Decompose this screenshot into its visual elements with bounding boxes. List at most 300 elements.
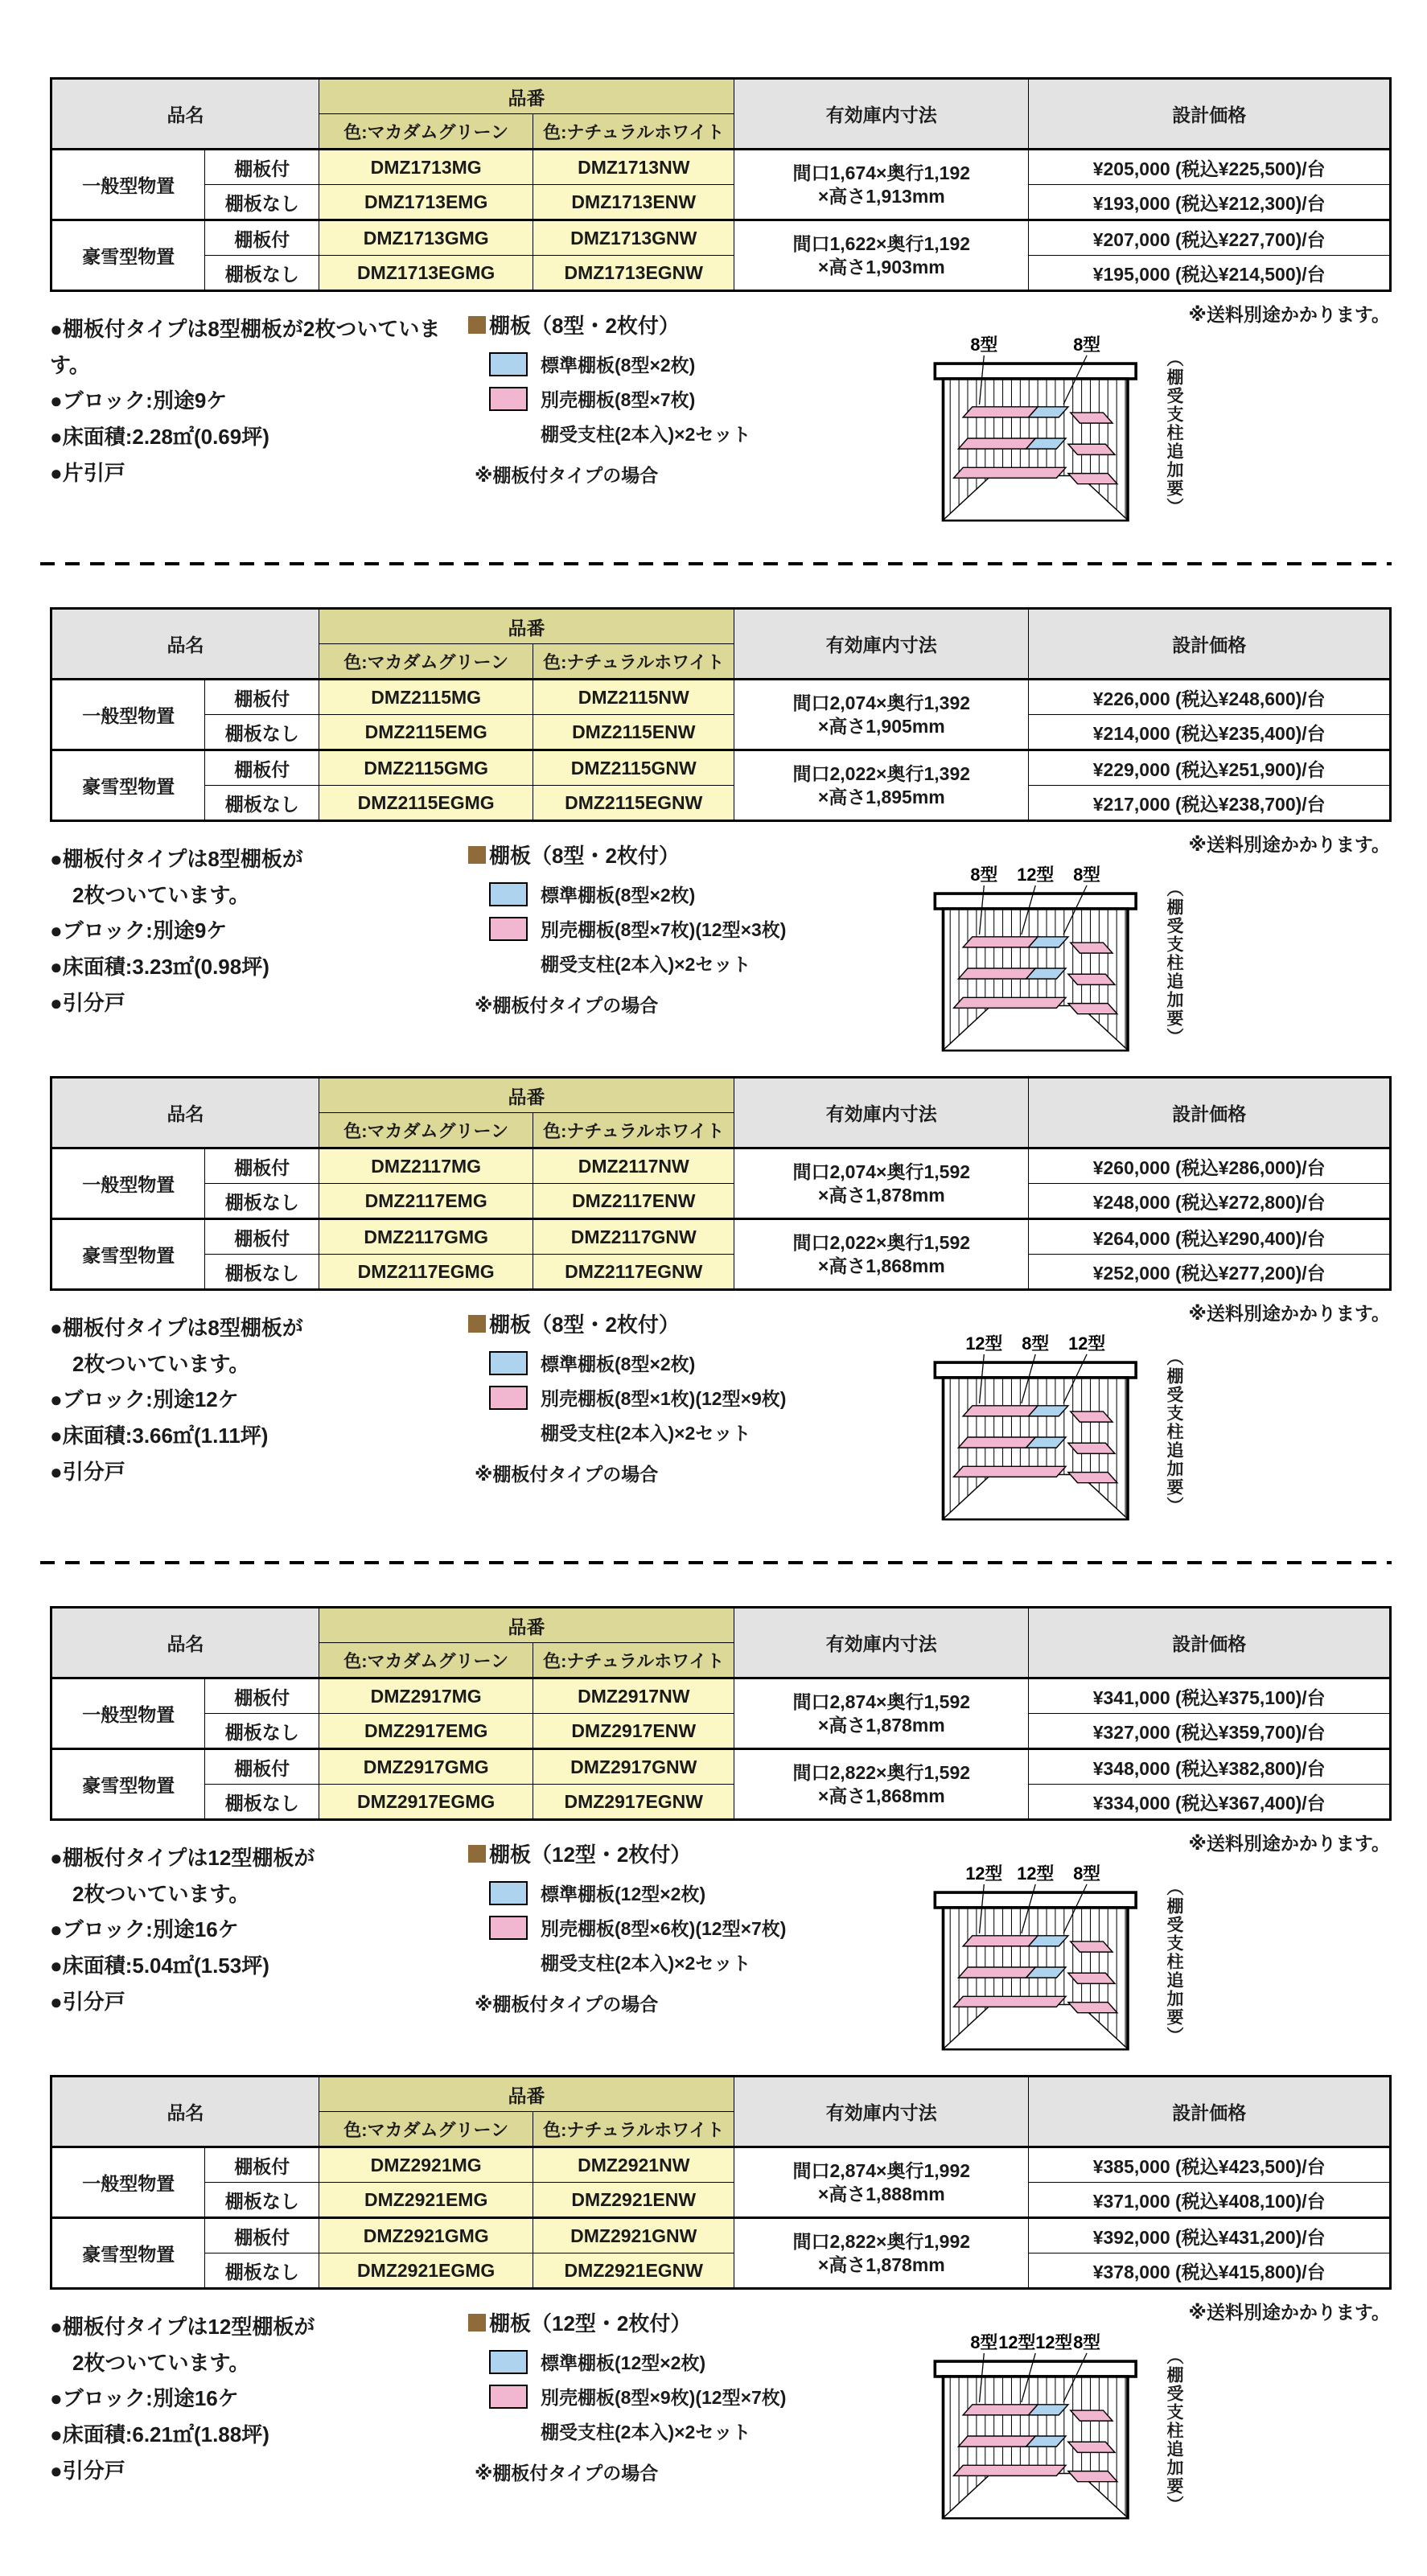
dimensions-cell bbox=[734, 1148, 1029, 1219]
legend-title-text: 棚板（8型・2枚付） bbox=[489, 844, 680, 868]
shelf-type-cell: 棚板付 bbox=[205, 1749, 319, 1785]
legend-support-label: 棚受支柱(2本入)×2セット bbox=[541, 424, 751, 445]
col-header-color-natural-white: 色:ナチュラルホワイト bbox=[533, 1643, 734, 1678]
dimensions-cell bbox=[734, 1749, 1029, 1820]
shelf-legend bbox=[468, 833, 919, 1017]
table-row bbox=[51, 220, 1391, 256]
product-name-cell: 豪雪型物置 bbox=[51, 220, 205, 291]
standard-shelf-swatch-icon bbox=[489, 352, 528, 376]
dimensions-cell bbox=[734, 220, 1029, 291]
product-code-cell: DMZ2115EMG bbox=[319, 715, 533, 750]
legend-standard-shelf bbox=[489, 2348, 919, 2375]
product-code-cell: DMZ2921GNW bbox=[533, 2218, 734, 2253]
legend-standard-label: 標準棚板(12型×2枚) bbox=[541, 1884, 706, 1904]
section-details bbox=[50, 1291, 1392, 1532]
col-header-product-code: 品番 bbox=[319, 2077, 734, 2112]
shelf-type-cell: 棚板付 bbox=[205, 1678, 319, 1714]
shelf-type-cell: 棚板付 bbox=[205, 750, 319, 786]
product-code-cell: DMZ2921MG bbox=[319, 2147, 533, 2183]
shelf-type-cell: 棚板なし bbox=[205, 1255, 319, 1290]
product-code-cell: DMZ2115ENW bbox=[533, 715, 734, 750]
legend-optional-shelf bbox=[489, 1914, 919, 1941]
price-cell: ¥264,000 (税込¥290,400)/台 bbox=[1029, 1219, 1391, 1255]
legend-title-text: 棚板（8型・2枚付） bbox=[489, 1313, 680, 1337]
product-code-cell: DMZ2115EGNW bbox=[533, 786, 734, 821]
product-name-cell: 一般型物置 bbox=[51, 2147, 205, 2218]
col-header-product-code: 品番 bbox=[319, 609, 734, 644]
dimension-line-2: ×高さ1,878mm bbox=[817, 2253, 945, 2275]
standard-shelf-swatch-icon bbox=[489, 1881, 528, 1905]
product-code-cell: DMZ1713EGNW bbox=[533, 256, 734, 291]
price-cell: ¥207,000 (税込¥227,700)/台 bbox=[1029, 220, 1391, 256]
legend-standard-label: 標準棚板(8型×2枚) bbox=[541, 355, 696, 376]
shed-diagram-block bbox=[919, 2301, 1182, 2524]
shelf-type-note: ※棚板付タイプの場合 bbox=[475, 995, 659, 1016]
product-section bbox=[50, 2075, 1392, 2531]
dimension-line-2: ×高さ1,878mm bbox=[817, 1184, 945, 1206]
dimension-line-1: 間口2,822×奥行1,992 bbox=[792, 2230, 971, 2252]
col-header-dimensions: 有効庫内寸法 bbox=[734, 2077, 1029, 2147]
dimension-line-2: ×高さ1,905mm bbox=[817, 715, 945, 737]
shipping-note: ※送料別途かかります。 bbox=[1188, 304, 1390, 325]
product-code-cell: DMZ2921EMG bbox=[319, 2183, 533, 2218]
legend-standard-shelf bbox=[489, 1350, 919, 1376]
price-cell: ¥348,000 (税込¥382,800)/台 bbox=[1029, 1749, 1391, 1785]
shelf-type-cell: 棚板なし bbox=[205, 2253, 319, 2289]
legend-support-post bbox=[489, 420, 919, 446]
note-line: ●ブロック:別途9ケ bbox=[50, 388, 228, 413]
catalog-page bbox=[50, 77, 1392, 2531]
shelf-type-cell: 棚板付 bbox=[205, 150, 319, 185]
legend-optional-label: 別売棚板(8型×7枚)(12型×3枚) bbox=[541, 919, 787, 940]
shelf-legend bbox=[468, 1832, 919, 2016]
legend-optional-label: 別売棚板(8型×9枚)(12型×7枚) bbox=[541, 2387, 787, 2408]
note-line: ●床面積:3.23㎡(0.98坪) bbox=[50, 955, 269, 980]
product-code-cell: DMZ2117GNW bbox=[533, 1219, 734, 1255]
legend-optional-label: 別売棚板(8型×7枚) bbox=[541, 389, 696, 410]
price-cell: ¥392,000 (税込¥431,200)/台 bbox=[1029, 2218, 1391, 2253]
svg-text:8型: 8型 bbox=[970, 2332, 998, 2353]
standard-shelf-swatch-icon bbox=[489, 1351, 528, 1375]
legend-title-text: 棚板（12型・2枚付） bbox=[489, 2311, 692, 2336]
shed-diagram-block bbox=[919, 833, 1182, 1056]
product-code-cell: DMZ2917GNW bbox=[533, 1749, 734, 1785]
dimensions-cell bbox=[734, 1678, 1029, 1749]
shipping-note: ※送料別途かかります。 bbox=[1188, 1833, 1390, 1854]
note-line: 2枚ついています。 bbox=[72, 1881, 250, 1906]
legend-optional-label: 別売棚板(8型×1枚)(12型×9枚) bbox=[541, 1388, 787, 1409]
shelf-type-cell: 棚板なし bbox=[205, 185, 319, 220]
product-name-cell: 豪雪型物置 bbox=[51, 2218, 205, 2289]
optional-shelf-swatch-icon bbox=[489, 2385, 528, 2409]
product-code-cell: DMZ2921EGNW bbox=[533, 2253, 734, 2289]
product-code-cell: DMZ2921ENW bbox=[533, 2183, 734, 2218]
col-header-color-natural-white: 色:ナチュラルホワイト bbox=[533, 1113, 734, 1148]
shed-diagram-block bbox=[919, 1302, 1182, 1525]
price-cell: ¥205,000 (税込¥225,500)/台 bbox=[1029, 150, 1391, 185]
dimension-line-2: ×高さ1,868mm bbox=[817, 1255, 945, 1276]
table-row bbox=[51, 1714, 1391, 1749]
note-line: ●ブロック:別途9ケ bbox=[50, 918, 228, 943]
shelf-title-marker-icon bbox=[468, 846, 486, 864]
product-code-cell: DMZ1713ENW bbox=[533, 185, 734, 220]
shelf-type-cell: 棚板なし bbox=[205, 1785, 319, 1820]
dimensions-cell bbox=[734, 2147, 1029, 2218]
table-row bbox=[51, 715, 1391, 750]
product-name-cell: 豪雪型物置 bbox=[51, 1219, 205, 1290]
dimension-line-1: 間口2,074×奥行1,392 bbox=[792, 692, 971, 713]
shelf-legend bbox=[468, 303, 919, 487]
dimensions-cell bbox=[734, 1219, 1029, 1290]
product-code-cell: DMZ2917NW bbox=[533, 1678, 734, 1714]
legend-optional-shelf bbox=[489, 1384, 919, 1411]
notes-list bbox=[50, 303, 468, 491]
legend-title bbox=[468, 1309, 919, 1338]
price-cell: ¥195,000 (税込¥214,500)/台 bbox=[1029, 256, 1391, 291]
price-cell: ¥334,000 (税込¥367,400)/台 bbox=[1029, 1785, 1391, 1820]
shelf-type-note: ※棚板付タイプの場合 bbox=[475, 1994, 659, 2015]
product-section bbox=[50, 77, 1392, 533]
product-name-cell: 一般型物置 bbox=[51, 1678, 205, 1749]
legend-support-label: 棚受支柱(2本入)×2セット bbox=[541, 1423, 751, 1444]
support-post-note: （棚受支柱追加要） bbox=[1165, 1349, 1183, 1515]
shelf-type-cell: 棚板付 bbox=[205, 680, 319, 715]
svg-text:8型: 8型 bbox=[1022, 1333, 1050, 1354]
table-row bbox=[51, 1184, 1391, 1219]
shelf-type-cell: 棚板なし bbox=[205, 786, 319, 821]
dimension-line-1: 間口2,022×奥行1,392 bbox=[792, 762, 971, 784]
section-details bbox=[50, 1821, 1392, 2062]
price-cell: ¥371,000 (税込¥408,100)/台 bbox=[1029, 2183, 1391, 2218]
product-code-cell: DMZ2115EGMG bbox=[319, 786, 533, 821]
col-header-product-code: 品番 bbox=[319, 1078, 734, 1113]
support-post-note: （棚受支柱追加要） bbox=[1165, 1879, 1183, 2045]
svg-text:12型: 12型 bbox=[1068, 1333, 1106, 1354]
shelf-title-marker-icon bbox=[468, 316, 486, 334]
shelf-title-marker-icon bbox=[468, 2314, 486, 2332]
product-code-cell: DMZ2117MG bbox=[319, 1148, 533, 1184]
col-header-product-code: 品番 bbox=[319, 1608, 734, 1643]
shelf-type-cell: 棚板付 bbox=[205, 220, 319, 256]
legend-title-text: 棚板（8型・2枚付） bbox=[489, 314, 680, 338]
notes-list bbox=[50, 1302, 468, 1490]
dimension-line-2: ×高さ1,903mm bbox=[817, 256, 945, 277]
product-name-cell: 豪雪型物置 bbox=[51, 1749, 205, 1820]
table-row bbox=[51, 1148, 1391, 1184]
table-row bbox=[51, 2147, 1391, 2183]
table-row bbox=[51, 2253, 1391, 2289]
note-line: ●引分戸 bbox=[50, 2458, 125, 2483]
shelf-type-cell: 棚板なし bbox=[205, 1714, 319, 1749]
shipping-note: ※送料別途かかります。 bbox=[1188, 834, 1390, 855]
optional-shelf-swatch-icon bbox=[489, 1916, 528, 1940]
col-header-color-macadam-green: 色:マカダムグリーン bbox=[319, 1113, 533, 1148]
product-code-cell: DMZ2117ENW bbox=[533, 1184, 734, 1219]
note-line: ●引分戸 bbox=[50, 1989, 125, 2014]
note-line: ●ブロック:別途16ケ bbox=[50, 2386, 239, 2411]
optional-shelf-swatch-icon bbox=[489, 917, 528, 941]
legend-standard-label: 標準棚板(8型×2枚) bbox=[541, 1354, 696, 1374]
note-line: ●棚板付タイプは8型棚板が2枚ついています。 bbox=[50, 317, 441, 377]
price-table bbox=[50, 607, 1392, 822]
table-row bbox=[51, 1785, 1391, 1820]
product-name-cell: 豪雪型物置 bbox=[51, 750, 205, 821]
dimensions-cell bbox=[734, 750, 1029, 821]
col-header-price: 設計価格 bbox=[1029, 1608, 1391, 1678]
product-code-cell: DMZ1713GMG bbox=[319, 220, 533, 256]
table-row bbox=[51, 2218, 1391, 2253]
col-header-product-name: 品名 bbox=[51, 1078, 319, 1148]
product-name-cell: 一般型物置 bbox=[51, 1148, 205, 1219]
product-code-cell: DMZ2117EMG bbox=[319, 1184, 533, 1219]
svg-text:8型: 8型 bbox=[970, 335, 998, 355]
col-header-color-macadam-green: 色:マカダムグリーン bbox=[319, 644, 533, 680]
legend-support-post bbox=[489, 950, 919, 976]
dimension-line-2: ×高さ1,878mm bbox=[817, 1714, 945, 1736]
svg-text:8型: 8型 bbox=[1073, 1863, 1101, 1884]
col-header-price: 設計価格 bbox=[1029, 609, 1391, 680]
legend-standard-shelf bbox=[489, 351, 919, 377]
shelf-type-cell: 棚板なし bbox=[205, 715, 319, 750]
dimension-line-1: 間口1,674×奥行1,192 bbox=[792, 162, 971, 183]
product-code-cell: DMZ2917GMG bbox=[319, 1749, 533, 1785]
svg-text:8型: 8型 bbox=[1073, 865, 1101, 885]
shelf-type-cell: 棚板付 bbox=[205, 2218, 319, 2253]
svg-text:12型12型: 12型12型 bbox=[998, 2332, 1073, 2353]
shipping-note: ※送料別途かかります。 bbox=[1188, 2302, 1390, 2323]
col-header-product-name: 品名 bbox=[51, 79, 319, 150]
notes-list bbox=[50, 1832, 468, 2020]
product-code-cell: DMZ2921NW bbox=[533, 2147, 734, 2183]
svg-text:12型: 12型 bbox=[1017, 1863, 1055, 1884]
price-cell: ¥217,000 (税込¥238,700)/台 bbox=[1029, 786, 1391, 821]
table-row bbox=[51, 150, 1391, 185]
shelf-type-cell: 棚板なし bbox=[205, 2183, 319, 2218]
product-code-cell: DMZ2115MG bbox=[319, 680, 533, 715]
shelf-legend bbox=[468, 1302, 919, 1486]
product-section bbox=[50, 1606, 1392, 2062]
dimension-line-1: 間口2,022×奥行1,592 bbox=[792, 1231, 971, 1253]
price-table bbox=[50, 1076, 1392, 1291]
dimension-line-2: ×高さ1,868mm bbox=[817, 1785, 945, 1806]
legend-standard-shelf bbox=[489, 1880, 919, 1906]
dimension-line-1: 間口2,822×奥行1,592 bbox=[792, 1761, 971, 1783]
legend-title bbox=[468, 2307, 919, 2337]
legend-title bbox=[468, 1839, 919, 1868]
standard-shelf-swatch-icon bbox=[489, 2350, 528, 2374]
svg-text:8型: 8型 bbox=[1073, 2332, 1101, 2353]
price-cell: ¥226,000 (税込¥248,600)/台 bbox=[1029, 680, 1391, 715]
product-code-cell: DMZ2921EGMG bbox=[319, 2253, 533, 2289]
table-row bbox=[51, 1749, 1391, 1785]
col-header-color-natural-white: 色:ナチュラルホワイト bbox=[533, 2112, 734, 2147]
note-line: 2枚ついています。 bbox=[72, 882, 250, 907]
support-post-note: （棚受支柱追加要） bbox=[1165, 2348, 1183, 2514]
note-line: 2枚ついています。 bbox=[72, 1351, 250, 1376]
optional-shelf-swatch-icon bbox=[489, 387, 528, 411]
section-details bbox=[50, 822, 1392, 1063]
product-code-cell: DMZ2917EMG bbox=[319, 1714, 533, 1749]
svg-text:12型: 12型 bbox=[965, 1863, 1003, 1884]
section-details bbox=[50, 2290, 1392, 2531]
col-header-color-macadam-green: 色:マカダムグリーン bbox=[319, 1643, 533, 1678]
col-header-color-macadam-green: 色:マカダムグリーン bbox=[319, 114, 533, 150]
svg-text:8型: 8型 bbox=[970, 865, 998, 885]
note-line: 2枚ついています。 bbox=[72, 2350, 250, 2375]
table-row bbox=[51, 750, 1391, 786]
table-row bbox=[51, 786, 1391, 821]
product-code-cell: DMZ2117EGMG bbox=[319, 1255, 533, 1290]
product-code-cell: DMZ2117NW bbox=[533, 1148, 734, 1184]
note-line: ●棚板付タイプは12型棚板が bbox=[50, 2315, 315, 2339]
note-line: ●棚板付タイプは12型棚板が bbox=[50, 1846, 315, 1870]
shelf-type-note: ※棚板付タイプの場合 bbox=[475, 1464, 659, 1485]
legend-optional-shelf bbox=[489, 385, 919, 412]
price-cell: ¥248,000 (税込¥272,800)/台 bbox=[1029, 1184, 1391, 1219]
shipping-note: ※送料別途かかります。 bbox=[1188, 1303, 1390, 1324]
table-row bbox=[51, 680, 1391, 715]
product-code-cell: DMZ2921GMG bbox=[319, 2218, 533, 2253]
price-cell: ¥378,000 (税込¥415,800)/台 bbox=[1029, 2253, 1391, 2289]
support-post-note: （棚受支柱追加要） bbox=[1165, 880, 1183, 1046]
note-line: ●床面積:6.21㎡(1.88坪) bbox=[50, 2422, 269, 2447]
section-details bbox=[50, 292, 1392, 533]
shelf-type-cell: 棚板なし bbox=[205, 256, 319, 291]
product-name-cell: 一般型物置 bbox=[51, 680, 205, 750]
product-code-cell: DMZ2115GNW bbox=[533, 750, 734, 786]
price-cell: ¥341,000 (税込¥375,100)/台 bbox=[1029, 1678, 1391, 1714]
product-code-cell: DMZ2115NW bbox=[533, 680, 734, 715]
legend-title bbox=[468, 840, 919, 869]
legend-standard-label: 標準棚板(8型×2枚) bbox=[541, 885, 696, 906]
price-cell: ¥260,000 (税込¥286,000)/台 bbox=[1029, 1148, 1391, 1184]
col-header-dimensions: 有効庫内寸法 bbox=[734, 1608, 1029, 1678]
product-code-cell: DMZ1713EMG bbox=[319, 185, 533, 220]
svg-text:12型: 12型 bbox=[965, 1333, 1003, 1354]
shed-diagram bbox=[919, 857, 1164, 1056]
product-code-cell: DMZ2917ENW bbox=[533, 1714, 734, 1749]
shelf-legend bbox=[468, 2301, 919, 2485]
product-code-cell: DMZ1713MG bbox=[319, 150, 533, 185]
shed-diagram bbox=[919, 327, 1164, 526]
table-row bbox=[51, 2183, 1391, 2218]
product-code-cell: DMZ2115GMG bbox=[319, 750, 533, 786]
dimension-line-2: ×高さ1,895mm bbox=[817, 786, 945, 807]
note-line: ●床面積:2.28㎡(0.69坪) bbox=[50, 425, 269, 450]
price-cell: ¥229,000 (税込¥251,900)/台 bbox=[1029, 750, 1391, 786]
table-row bbox=[51, 256, 1391, 291]
col-header-product-code: 品番 bbox=[319, 79, 734, 114]
shelf-title-marker-icon bbox=[468, 1315, 486, 1333]
col-header-color-macadam-green: 色:マカダムグリーン bbox=[319, 2112, 533, 2147]
note-line: ●引分戸 bbox=[50, 990, 125, 1015]
legend-optional-shelf bbox=[489, 915, 919, 942]
support-post-note: （棚受支柱追加要） bbox=[1165, 350, 1183, 516]
standard-shelf-swatch-icon bbox=[489, 882, 528, 906]
table-row bbox=[51, 1255, 1391, 1290]
shelf-type-cell: 棚板なし bbox=[205, 1184, 319, 1219]
dimensions-cell bbox=[734, 150, 1029, 220]
price-cell: ¥327,000 (税込¥359,700)/台 bbox=[1029, 1714, 1391, 1749]
col-header-color-natural-white: 色:ナチュラルホワイト bbox=[533, 644, 734, 680]
svg-text:8型: 8型 bbox=[1073, 335, 1101, 355]
price-cell: ¥214,000 (税込¥235,400)/台 bbox=[1029, 715, 1391, 750]
dimension-line-2: ×高さ1,888mm bbox=[817, 2183, 945, 2204]
col-header-product-name: 品名 bbox=[51, 1608, 319, 1678]
product-code-cell: DMZ2117EGNW bbox=[533, 1255, 734, 1290]
product-code-cell: DMZ2917MG bbox=[319, 1678, 533, 1714]
price-table bbox=[50, 1606, 1392, 1821]
dimensions-cell bbox=[734, 680, 1029, 750]
notes-list bbox=[50, 833, 468, 1021]
legend-optional-label: 別売棚板(8型×6枚)(12型×7枚) bbox=[541, 1918, 787, 1939]
dimensions-cell bbox=[734, 2218, 1029, 2289]
legend-title-text: 棚板（12型・2枚付） bbox=[489, 1843, 692, 1867]
price-cell: ¥252,000 (税込¥277,200)/台 bbox=[1029, 1255, 1391, 1290]
dimension-line-1: 間口1,622×奥行1,192 bbox=[792, 232, 971, 254]
legend-standard-label: 標準棚板(12型×2枚) bbox=[541, 2352, 706, 2373]
price-cell: ¥193,000 (税込¥212,300)/台 bbox=[1029, 185, 1391, 220]
legend-support-label: 棚受支柱(2本入)×2セット bbox=[541, 1953, 751, 1974]
dashed-divider bbox=[40, 1561, 1392, 1564]
col-header-product-name: 品名 bbox=[51, 2077, 319, 2147]
table-row bbox=[51, 185, 1391, 220]
note-line: ●床面積:3.66㎡(1.11坪) bbox=[50, 1424, 269, 1448]
shelf-type-cell: 棚板付 bbox=[205, 1148, 319, 1184]
note-line: ●片引戸 bbox=[50, 460, 125, 485]
col-header-price: 設計価格 bbox=[1029, 79, 1391, 150]
col-header-color-natural-white: 色:ナチュラルホワイト bbox=[533, 114, 734, 150]
legend-standard-shelf bbox=[489, 881, 919, 907]
dimension-line-1: 間口2,074×奥行1,592 bbox=[792, 1161, 971, 1182]
dimension-line-2: ×高さ1,913mm bbox=[817, 185, 945, 207]
price-table bbox=[50, 77, 1392, 292]
note-line: ●棚板付タイプは8型棚板が bbox=[50, 1316, 303, 1340]
svg-text:12型: 12型 bbox=[1017, 865, 1055, 885]
table-row bbox=[51, 1219, 1391, 1255]
legend-title bbox=[468, 310, 919, 339]
shed-diagram bbox=[919, 1326, 1164, 1525]
shed-diagram bbox=[919, 1856, 1164, 2055]
shed-diagram-block bbox=[919, 1832, 1182, 2055]
product-code-cell: DMZ1713EGMG bbox=[319, 256, 533, 291]
col-header-price: 設計価格 bbox=[1029, 2077, 1391, 2147]
shelf-type-cell: 棚板付 bbox=[205, 2147, 319, 2183]
shelf-type-note: ※棚板付タイプの場合 bbox=[475, 2463, 659, 2484]
note-line: ●ブロック:別途12ケ bbox=[50, 1387, 239, 1412]
note-line: ●床面積:5.04㎡(1.53坪) bbox=[50, 1954, 269, 1978]
dashed-divider bbox=[40, 562, 1392, 565]
col-header-dimensions: 有効庫内寸法 bbox=[734, 79, 1029, 150]
table-row bbox=[51, 1678, 1391, 1714]
legend-support-post bbox=[489, 1419, 919, 1445]
product-code-cell: DMZ1713NW bbox=[533, 150, 734, 185]
product-code-cell: DMZ1713GNW bbox=[533, 220, 734, 256]
col-header-price: 設計価格 bbox=[1029, 1078, 1391, 1148]
note-line: ●ブロック:別途16ケ bbox=[50, 1917, 239, 1942]
shelf-type-note: ※棚板付タイプの場合 bbox=[475, 465, 659, 486]
shelf-type-cell: 棚板付 bbox=[205, 1219, 319, 1255]
notes-list bbox=[50, 2301, 468, 2489]
price-cell: ¥385,000 (税込¥423,500)/台 bbox=[1029, 2147, 1391, 2183]
optional-shelf-swatch-icon bbox=[489, 1386, 528, 1410]
legend-support-label: 棚受支柱(2本入)×2セット bbox=[541, 954, 751, 975]
legend-support-post bbox=[489, 2418, 919, 2444]
note-line: ●棚板付タイプは8型棚板が bbox=[50, 847, 303, 871]
product-code-cell: DMZ2917EGMG bbox=[319, 1785, 533, 1820]
product-code-cell: DMZ2117GMG bbox=[319, 1219, 533, 1255]
shed-diagram bbox=[919, 2325, 1164, 2524]
